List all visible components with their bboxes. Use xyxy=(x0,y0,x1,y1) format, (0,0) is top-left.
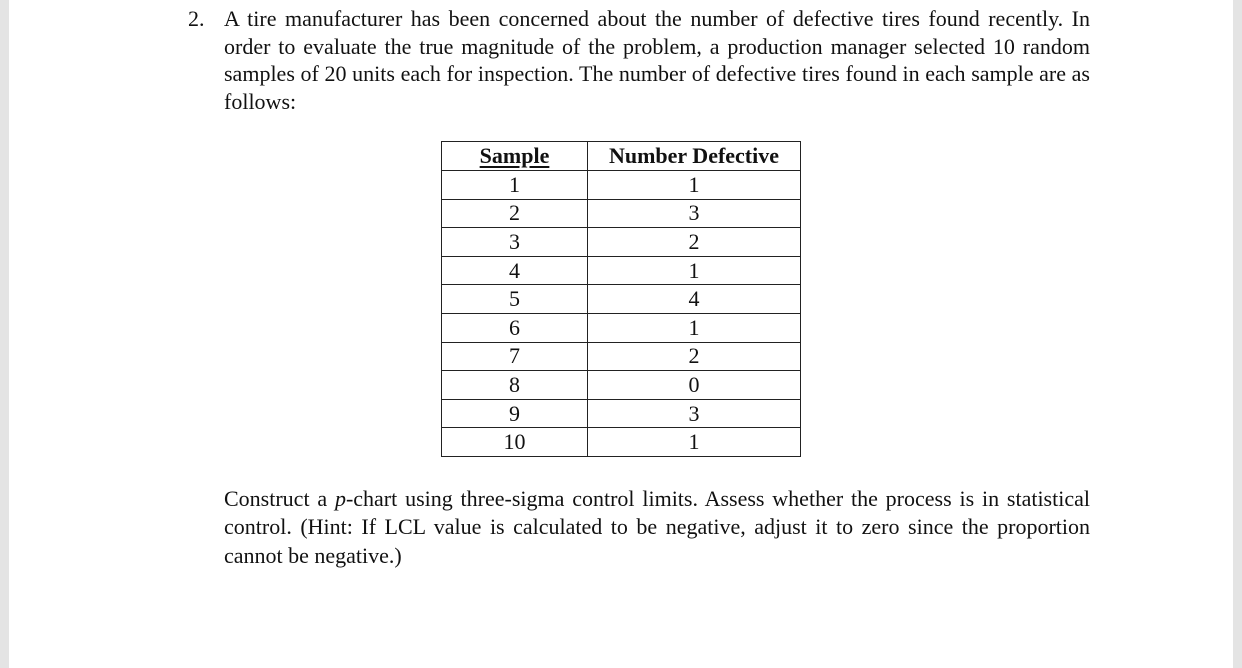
instruction-prefix: Construct a xyxy=(224,486,335,511)
question-number: 2. xyxy=(188,6,205,31)
defective-column-header: Number Defective xyxy=(588,142,801,171)
table-header-row xyxy=(442,142,801,171)
table-row xyxy=(442,228,801,257)
defective-cell: 1 xyxy=(588,313,801,342)
instruction-italic-p: p xyxy=(334,486,346,511)
sample-cell: 3 xyxy=(442,228,588,257)
defects-table xyxy=(441,141,801,457)
instruction-suffix: -chart using three-sigma control limits. Assess whether the process is in statistical control. (Hint: If LCL value is calculated to be negative, adjust it to zero since the proportion cannot be negative.) xyxy=(224,486,1090,568)
table-row xyxy=(442,199,801,228)
sample-cell: 6 xyxy=(442,313,588,342)
defective-cell: 4 xyxy=(588,285,801,314)
defective-cell: 3 xyxy=(588,399,801,428)
sample-cell: 1 xyxy=(442,171,588,200)
defective-cell: 1 xyxy=(588,171,801,200)
table-row xyxy=(442,285,801,314)
sample-cell: 5 xyxy=(442,285,588,314)
table-row xyxy=(442,371,801,400)
table-row xyxy=(442,171,801,200)
defective-cell: 3 xyxy=(588,199,801,228)
sample-cell: 9 xyxy=(442,399,588,428)
defective-cell: 1 xyxy=(588,428,801,457)
table-row xyxy=(442,399,801,428)
table-row xyxy=(442,313,801,342)
defective-cell: 2 xyxy=(588,342,801,371)
sample-cell: 2 xyxy=(442,199,588,228)
sample-cell: 7 xyxy=(442,342,588,371)
table-row xyxy=(442,256,801,285)
defective-cell: 2 xyxy=(588,228,801,257)
table-row xyxy=(442,428,801,457)
sample-column-header: Sample xyxy=(442,142,588,171)
sample-cell: 10 xyxy=(442,428,588,457)
sample-cell: 4 xyxy=(442,256,588,285)
defective-cell: 0 xyxy=(588,371,801,400)
question-text: A tire manufacturer has been concerned about the number of defective tires found recently. In order to evaluate the true magnitude of the problem, a production manager selected 10 random samples of 20 units each for inspection. The number of defective tires found in each sample are as follows: xyxy=(224,6,1090,114)
instruction-text xyxy=(224,485,1090,570)
table-row xyxy=(442,342,801,371)
defective-cell: 1 xyxy=(588,256,801,285)
sample-cell: 8 xyxy=(442,371,588,400)
